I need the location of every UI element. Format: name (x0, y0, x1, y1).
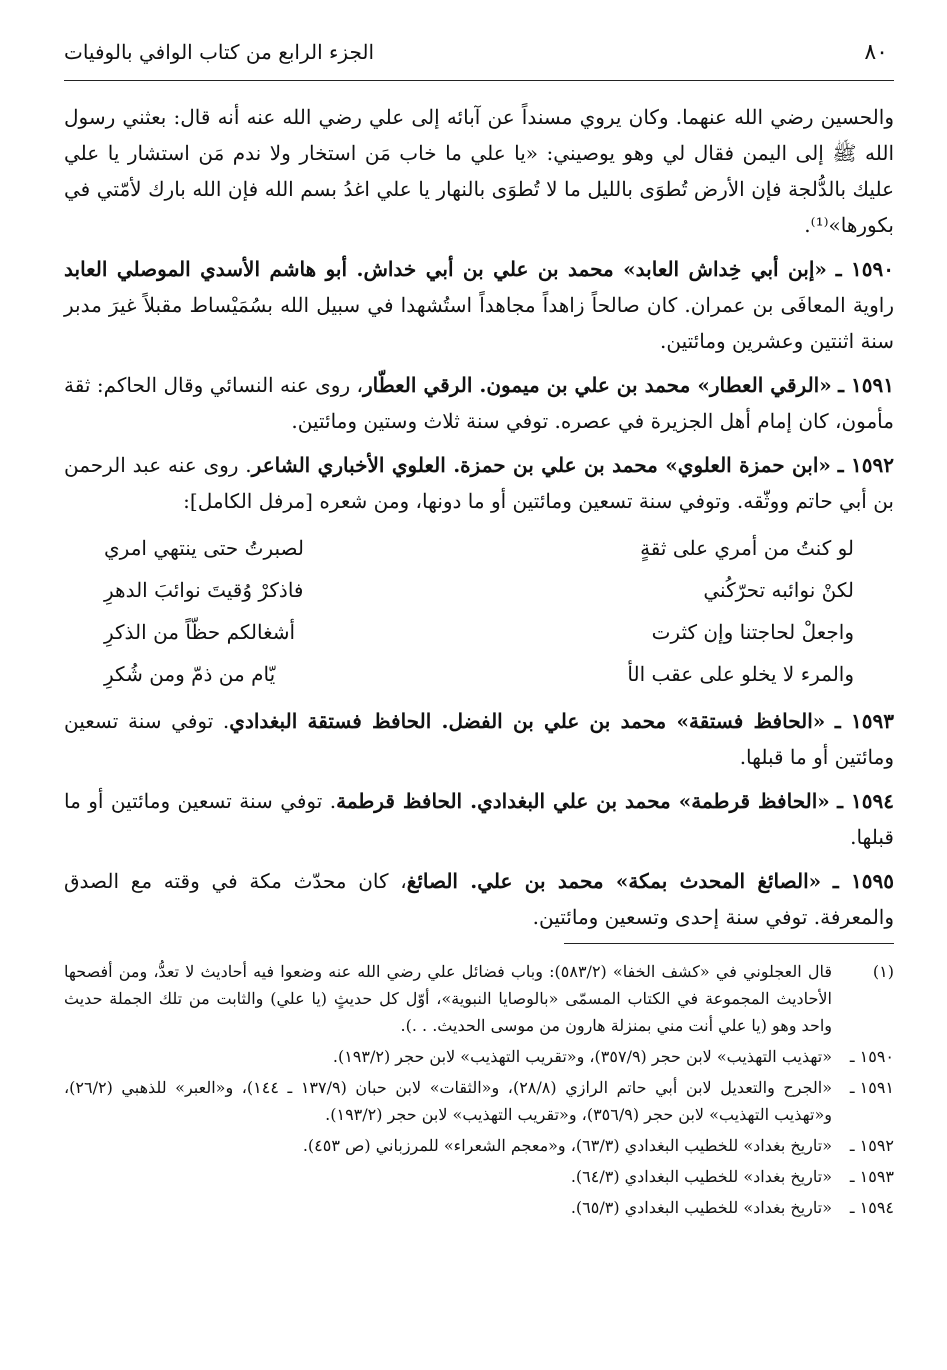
entry-text: . توفي سنة تسعين ومائتين أو ما قبلها. (64, 709, 894, 769)
footnotes (64, 958, 894, 1221)
poem-verse (64, 611, 894, 653)
verse-first-hemistich: لكنْ نوائبه تحرّكُني (703, 578, 854, 602)
verse-first-hemistich: واجعلْ لحاجتنا وإن كثرت (651, 620, 854, 644)
entry-1590 (64, 251, 894, 359)
poem-verse (64, 653, 894, 695)
page-number: ٨٠ (864, 40, 888, 65)
footnote-label: ١٥٩٢ ـ (849, 1136, 894, 1155)
footnote-label: ١٥٩٤ ـ (849, 1198, 894, 1217)
footnote-text: «الجرح والتعديل لابن أبي حاتم الرازي (٢٨/٨)، و«الثقات» لابن حبان (١٣٧/٩ ـ ١٤٤)، و«العبر» للذهبي (٢٦/٢)، و«تهذيب التهذيب» لابن حجر (٣٥٦/٩)، و«تقريب التهذيب» لابن حجر (١٩٣/٢). (64, 1078, 833, 1124)
footnote (64, 1163, 894, 1190)
entry-text: ، كان محدّث مكة في وقته مع الصدق والمعرفة. توفي سنة إحدى وتسعين ومائتين. (64, 869, 894, 929)
footnote-label: ١٥٩٣ ـ (849, 1167, 894, 1186)
entry-number: ١٥٩٤ ـ (837, 789, 895, 813)
footnote-label: ١٥٩١ ـ (849, 1078, 894, 1097)
footnote-label: ١٥٩٠ ـ (849, 1047, 894, 1066)
entry-1594 (64, 783, 894, 855)
verse-first-hemistich: لو كنتُ من أمري على ثقةٍ (640, 536, 854, 560)
entry-number: ١٥٩٣ ـ (834, 709, 895, 733)
entry-number: ١٥٩٥ ـ (832, 869, 895, 893)
footnote-text: «تاريخ بغداد» للخطيب البغدادي (٦٣/٣)، و«معجم الشعراء» للمرزباني (ص ٤٥٣). (302, 1136, 832, 1155)
running-title: الجزء الرابع من كتاب الوافي بالوفيات (64, 40, 375, 64)
book-page (64, 30, 894, 1225)
entry-heading: «إبن أبي خِداش العابد» محمد بن علي بن أبي خداش. أبو هاشم الأسدي الموصلي العابد (64, 257, 827, 281)
entry-number: ١٥٩٢ ـ (837, 453, 895, 477)
footnote-text: «تهذيب التهذيب» لابن حجر (٣٥٧/٩)، و«تقريب التهذيب» لابن حجر (١٩٣/٢). (332, 1047, 832, 1066)
footnote (64, 958, 894, 1039)
page-header (64, 30, 894, 81)
entry-heading: «ابن حمزة العلوي» محمد بن علي بن حمزة. العلوي الأخباري الشاعر (251, 453, 831, 477)
footnote (64, 1074, 894, 1128)
entry-1591 (64, 367, 894, 439)
entry-1595 (64, 863, 894, 935)
footnote (64, 1043, 894, 1070)
verse-second-hemistich: فاذكرْ وُقيتَ نوائبَ الدهرِ (104, 578, 304, 602)
entry-heading: «الصائغ المحدث بمكة» محمد بن علي. الصائغ (406, 869, 822, 893)
entry-heading: «الحافظ قرطمة» محمد بن علي البغدادي. الحافظ قرطمة (336, 789, 830, 813)
footnote-text: قال العجلوني في «كشف الخفا» (٥٨٣/٢): وباب فضائل علي رضي الله عنه وضعوا فيه أحاديث لا تعدُّ، ومن أفصحها الأحاديث المجموعة في الكتاب المسمّى «بالوصايا النبوية»، أوّل كل حديثٍ (يا علي) والثابت من تلك الجملة حديث واحد وهو (يا علي أنت مني بمنزلة هارون من موسى الحديث. . .). (64, 962, 832, 1035)
verse-second-hemistich: لصبرتُ حتى ينتهي امري (104, 536, 304, 560)
poem (64, 527, 894, 695)
footnote-label: (١) (872, 962, 894, 981)
entry-number: ١٥٩٠ ـ (835, 257, 894, 281)
footnote (64, 1132, 894, 1159)
footnote (64, 1194, 894, 1221)
entry-number: ١٥٩١ ـ (838, 373, 895, 397)
entry-1593 (64, 703, 894, 775)
poem-verse (64, 527, 894, 569)
footnote-text: «تاريخ بغداد» للخطيب البغدادي (٦٤/٣). (570, 1167, 832, 1186)
entry-text: . روى عنه عبد الرحمن بن أبي حاتم ووثّقه. وتوفي سنة تسعين ومائتين أو ما دونها، ومن شعره [مرفل الكامل]: (64, 453, 894, 513)
main-text (64, 99, 894, 935)
entry-text: راوية المعافَى بن عمران. كان صالحاً زاهداً مجاهداً استُشهدا في سبيل الله بسُمَيْساط مقبلاً غيرَ مدبر سنة اثنتين وعشرين ومائتين. (64, 293, 894, 353)
entry-1592 (64, 447, 894, 519)
entry-text: . توفي سنة تسعين ومائتين أو ما قبلها. (64, 789, 894, 849)
verse-second-hemistich: يّام من ذمّ ومن شُكرِ (104, 662, 276, 686)
intro-paragraph: والحسين رضي الله عنهما. وكان يروي مسنداً عن آبائه إلى علي رضي الله عنه أنه قال: بعثني رسول الله ﷺ إلى اليمن فقال لي وهو يوصيني: «يا علي ما خاب مَن استخار ولا ندم مَن استشار يا علي عليك بالدُّلجة فإن الأرض تُطوَى بالليل ما لا تُطوَى بالنهار يا علي اغدُ بسم الله فإن الله بارك لأمّتي في بكورها»⁽¹⁾. (64, 105, 895, 237)
footnote-divider (564, 943, 894, 944)
verse-first-hemistich: والمرء لا يخلو على عقب الأ (627, 662, 854, 686)
poem-verse (64, 569, 894, 611)
entry-text: ، روى عنه النسائي وقال الحاكم: ثقة مأمون، كان إمام أهل الجزيرة في عصره. توفي سنة ثلاث وستين ومائتين. (64, 373, 894, 433)
footnote-text: «تاريخ بغداد» للخطيب البغدادي (٦٥/٣). (570, 1198, 832, 1217)
entry-heading: «الرقي العطار» محمد بن علي بن ميمون. الرقي العطّار (362, 373, 832, 397)
verse-second-hemistich: أشغالكم حظّاً من الذكرِ (104, 620, 296, 644)
entry-heading: «الحافظ فستقة» محمد بن علي بن الفضل. الحافظ فستقة البغدادي (229, 709, 826, 733)
